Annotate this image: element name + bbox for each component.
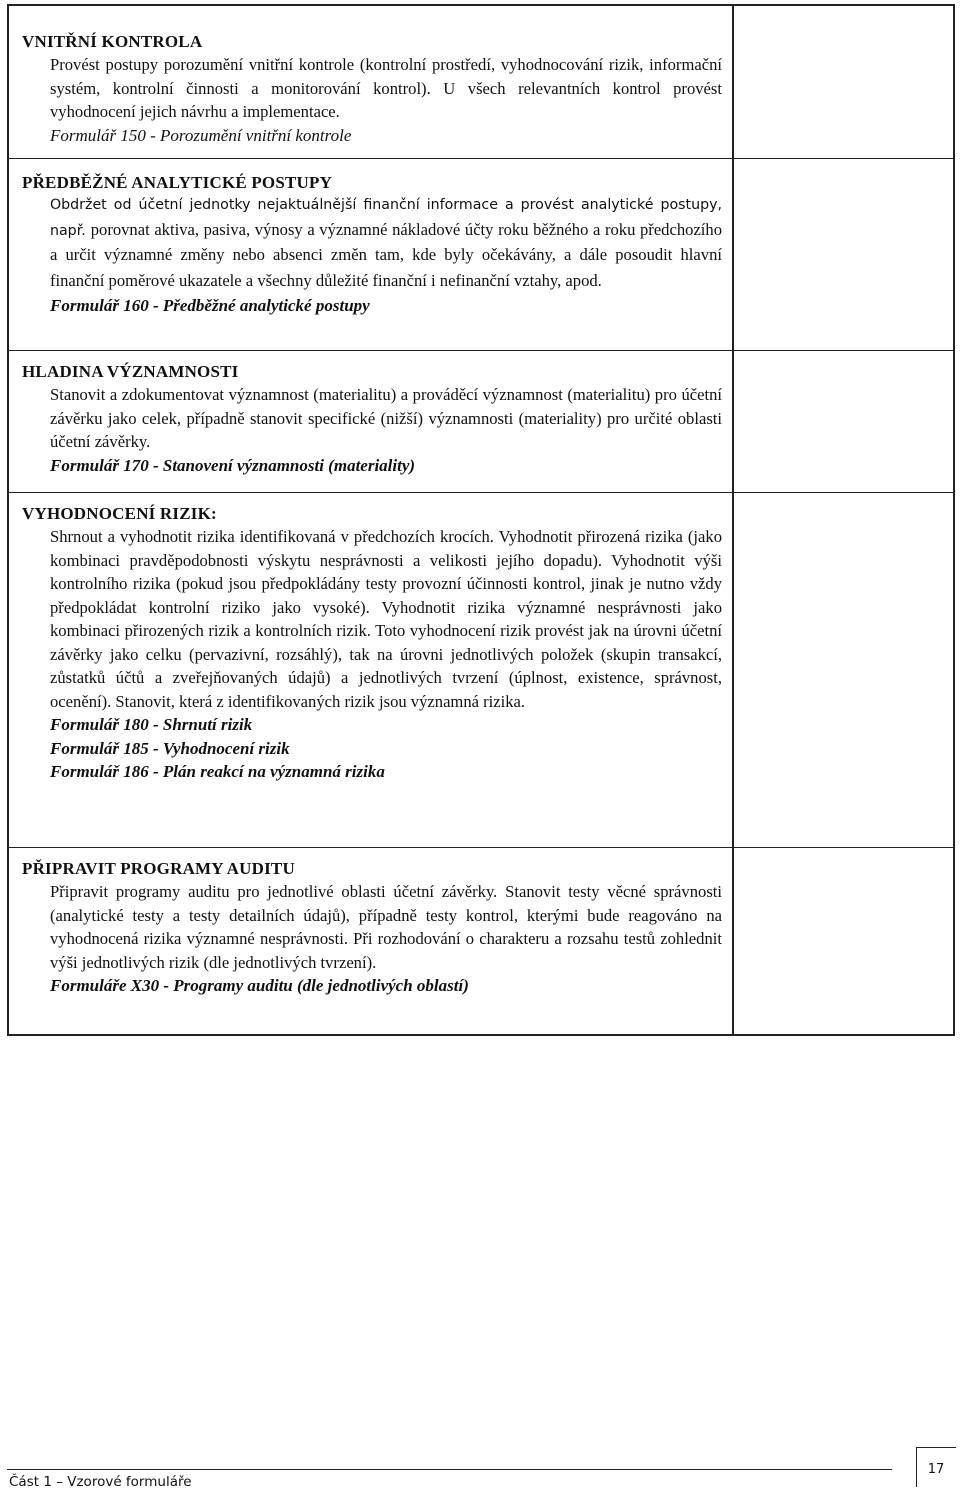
form-reference: Formulář 150 - Porozumění vnitřní kontrole xyxy=(50,125,352,145)
row-divider xyxy=(7,350,955,351)
row-divider xyxy=(7,492,955,493)
section-hladina-vyznamnosti xyxy=(22,361,722,477)
section-title: PŘEDBĚŽNÉ ANALYTICKÉ POSTUPY xyxy=(22,173,333,192)
form-reference: Formulář 180 - Shrnutí rizik xyxy=(50,715,253,734)
row-divider xyxy=(7,158,955,159)
form-reference: Formulář 160 - Předběžné analytické postupy xyxy=(50,296,370,315)
section-vnitrni-kontrola xyxy=(22,31,722,147)
section-title: VNITŘNÍ KONTROLA xyxy=(22,32,203,51)
footer-rule xyxy=(7,1469,892,1470)
section-body: Stanovit a zdokumentovat významnost (materialitu) a prováděcí významnost (materialitu) pro účetní závěrku jako celek, případně stanovit specifické (nižší) významnosti (materiality) pro určité oblasti účetní závěrky. xyxy=(50,385,722,451)
section-pripravit-programy-auditu xyxy=(22,858,722,998)
section-title: PŘIPRAVIT PROGRAMY AUDITU xyxy=(22,859,295,878)
section-predbezne-analyticke-postupy xyxy=(22,172,722,318)
page-number: 17 xyxy=(927,1462,945,1477)
section-title: VYHODNOCENÍ RIZIK: xyxy=(22,504,217,523)
form-reference: Formulář 185 - Vyhodnocení rizik xyxy=(50,738,290,758)
section-title: HLADINA VÝZNAMNOSTI xyxy=(22,362,239,381)
footer-label: Část 1 – Vzorové formuláře xyxy=(9,1474,192,1490)
form-reference: Formulář 170 - Stanovení významnosti (materiality) xyxy=(50,455,416,475)
section-body: Shrnout a vyhodnotit rizika identifikovaná v předchozích krocích. Vyhodnotit přirozená rizika (jako kombinaci pravděpodobnosti výskytu nesprávnosti a velikosti jejího dopadu). Vyhodnotit výši kontrolního rizika (pokud jsou předpokládány testy provozní účinnosti kontrol, jinak je nutno vždy předpokládat kontrolní riziko jako vysoké). Vyhodnotit rizika významné nesprávnosti jako kombinaci přirozených rizik a kontrolních rizik. Toto vyhodnocení rizik provést jak na úrovni účetní závěrky jako celku (pervazivní, rozsáhlý), tak na úrovni jednotlivých položek (skupin transakcí, zůstatků účtů a zveřejňovaných údajů) a jednotlivých tvrzení (úplnost, existence, správnost, ocenění). Stanovit, která z identifikovaných rizik jsou významná rizika. xyxy=(50,527,722,711)
form-reference: Formuláře X30 - Programy auditu (dle jednotlivých oblastí) xyxy=(50,976,469,995)
section-body: Provést postupy porozumění vnitřní kontrole (kontrolní prostředí, vyhodnocování rizik, informační systém, kontrolní činnosti a monitorování kontrol). U všech relevantních kontrol provést vyhodnocení jejich návrhu a implementace. xyxy=(50,55,722,121)
section-vyhodnoceni-rizik xyxy=(22,503,722,784)
form-reference: Formulář 186 - Plán reakcí na významná rizika xyxy=(50,762,385,781)
row-divider xyxy=(7,847,955,848)
section-body-intro: Obdržet od účetní jednotky nejaktuálnější finanční informace a provést analytické postupy, např. porovnat aktiva, pasiva, výnosy a významné nákladové účty roku běžného a roku předchozího a určit významné změny nebo absenci změn tam, kde byly očekávány, a dále posoudit hlavní finanční poměrové ukazatele a všechny důležité finanční i nefinanční vztahy, apod. xyxy=(50,197,723,290)
section-body: Připravit programy auditu pro jednotlivé oblasti účetní závěrky. Stanovit testy věcné správnosti (analytické testy a testy detailních údajů), případně testy kontrol, kterými bude reagováno na vyhodnocená rizika významné nesprávnosti. Při rozhodování o charakteru a rozsahu testů zohlednit výši jednotlivých rizik (dle jednotlivých tvrzení). xyxy=(50,882,722,972)
